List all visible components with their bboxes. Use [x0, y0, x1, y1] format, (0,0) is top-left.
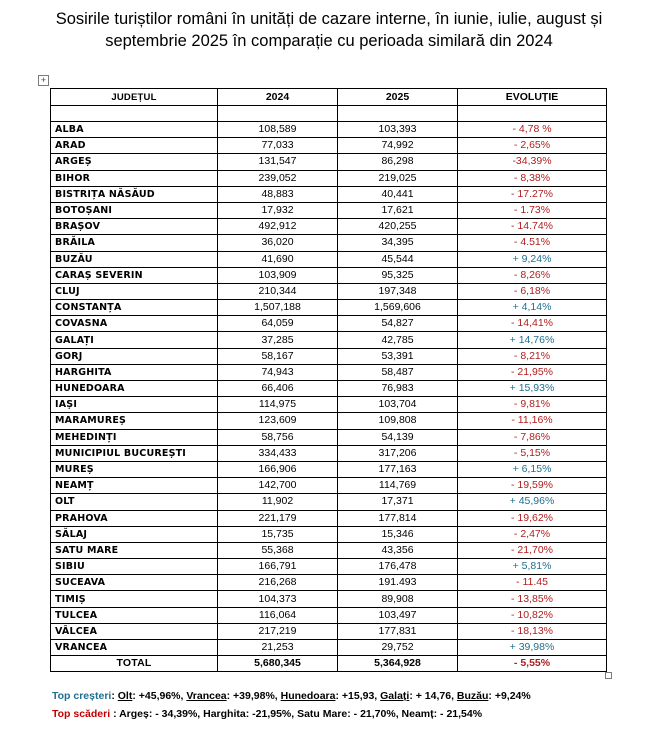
- table-row: [51, 640, 607, 656]
- evolution-cell: - 4.51%: [458, 235, 607, 251]
- header-judet: JUDEȚUL: [51, 89, 218, 106]
- value-2025-cell: 40,441: [338, 186, 458, 202]
- value-2024-cell: 103,909: [218, 267, 338, 283]
- value-2025-cell: 34,395: [338, 235, 458, 251]
- evolution-cell: - 18,13%: [458, 623, 607, 639]
- value-2024-cell: 104,373: [218, 591, 338, 607]
- county-name-cell: SĂLAJ: [51, 526, 218, 542]
- header-2024: 2024: [218, 89, 338, 106]
- evolution-cell: + 15,93%: [458, 381, 607, 397]
- county-name-cell: IAȘI: [51, 397, 218, 413]
- value-2024-cell: 1,507,188: [218, 300, 338, 316]
- value-2025-cell: 29,752: [338, 640, 458, 656]
- evolution-cell: - 19,62%: [458, 510, 607, 526]
- county-name-cell: BRAȘOV: [51, 219, 218, 235]
- table-row: [51, 170, 607, 186]
- value-2025-cell: 103,704: [338, 397, 458, 413]
- evolution-cell: - 7,86%: [458, 429, 607, 445]
- table-row: [51, 494, 607, 510]
- total-row: [51, 656, 607, 672]
- value-2025-cell: 58,487: [338, 364, 458, 380]
- blank-cell: [51, 106, 218, 122]
- evolution-cell: - 14.74%: [458, 219, 607, 235]
- evolution-cell: + 6,15%: [458, 461, 607, 477]
- value-2024-cell: 36,020: [218, 235, 338, 251]
- table-row: [51, 283, 607, 299]
- table-row: [51, 591, 607, 607]
- value-2025-cell: 17,621: [338, 202, 458, 218]
- value-2024-cell: 37,285: [218, 332, 338, 348]
- value-2024-cell: 77,033: [218, 138, 338, 154]
- county-name-cell: BIHOR: [51, 170, 218, 186]
- evolution-cell: + 39,98%: [458, 640, 607, 656]
- title-line-1: Sosirile turiștilor români în unități de cazare interne, în iunie, iulie, august și: [55, 10, 603, 28]
- value-2025-cell: 42,785: [338, 332, 458, 348]
- page-title: [0, 8, 658, 52]
- value-2025-cell: 45,544: [338, 251, 458, 267]
- evolution-cell: - 6,18%: [458, 283, 607, 299]
- evolution-cell: + 14,76%: [458, 332, 607, 348]
- value-2024-cell: 15,735: [218, 526, 338, 542]
- table-row: [51, 235, 607, 251]
- value-2025-cell: 176,478: [338, 559, 458, 575]
- value-2025-cell: 420,255: [338, 219, 458, 235]
- value-2025-cell: 177,831: [338, 623, 458, 639]
- evolution-cell: - 1.73%: [458, 202, 607, 218]
- value-2024-cell: 11,902: [218, 494, 338, 510]
- table-row: [51, 623, 607, 639]
- evolution-cell: + 5,81%: [458, 559, 607, 575]
- value-2025-cell: 177,814: [338, 510, 458, 526]
- table-row: [51, 186, 607, 202]
- table-row: [51, 607, 607, 623]
- value-2024-cell: 123,609: [218, 413, 338, 429]
- data-table: [50, 88, 607, 672]
- evolution-cell: - 4,78 %: [458, 122, 607, 138]
- evolution-cell: - 5,55%: [458, 656, 607, 672]
- county-name-cell: CONSTANȚA: [51, 300, 218, 316]
- value-2025-cell: 114,769: [338, 478, 458, 494]
- county-name-cell: CARAȘ SEVERIN: [51, 267, 218, 283]
- evolution-cell: - 9,81%: [458, 397, 607, 413]
- top-decreases: [52, 708, 482, 720]
- header-2025: 2025: [338, 89, 458, 106]
- value-2025-cell: 76,983: [338, 381, 458, 397]
- county-name-cell: TIMIȘ: [51, 591, 218, 607]
- value-2024-cell: 116,064: [218, 607, 338, 623]
- table-row: [51, 478, 607, 494]
- value-2025-cell: 5,364,928: [338, 656, 458, 672]
- county-name-cell: NEAMȚ: [51, 478, 218, 494]
- evolution-cell: - 14,41%: [458, 316, 607, 332]
- county-name-cell: CLUJ: [51, 283, 218, 299]
- county-name-cell: GORJ: [51, 348, 218, 364]
- value-2024-cell: 334,433: [218, 445, 338, 461]
- table-row: [51, 300, 607, 316]
- county-name-cell: COVASNA: [51, 316, 218, 332]
- top-increase-value: : +45,96%,: [132, 690, 187, 702]
- value-2025-cell: 86,298: [338, 154, 458, 170]
- table-row: [51, 348, 607, 364]
- county-name-cell: MEHEDINȚI: [51, 429, 218, 445]
- top-increase-value: : +15,93,: [335, 690, 381, 702]
- value-2024-cell: 5,680,345: [218, 656, 338, 672]
- county-name-cell: SATU MARE: [51, 542, 218, 558]
- table-row: [51, 316, 607, 332]
- evolution-cell: -34,39%: [458, 154, 607, 170]
- evolution-cell: + 45,96%: [458, 494, 607, 510]
- value-2025-cell: 1,569,606: [338, 300, 458, 316]
- value-2024-cell: 55,368: [218, 542, 338, 558]
- table-row: [51, 122, 607, 138]
- top-decreases-text: : Argeș: - 34,39%, Harghita: -21,95%, Satu Mare: - 21,70%, Neamț: - 21,54%: [110, 708, 483, 720]
- evolution-cell: - 8,38%: [458, 170, 607, 186]
- table-row: [51, 526, 607, 542]
- top-increase-county: Buzău: [456, 690, 489, 702]
- county-name-cell: HUNEDOARA: [51, 381, 218, 397]
- table-row: [51, 332, 607, 348]
- evolution-cell: - 10,82%: [458, 607, 607, 623]
- table-row: [51, 381, 607, 397]
- value-2025-cell: 17,371: [338, 494, 458, 510]
- value-2024-cell: 210,344: [218, 283, 338, 299]
- county-name-cell: PRAHOVA: [51, 510, 218, 526]
- county-name-cell: OLT: [51, 494, 218, 510]
- value-2024-cell: 114,975: [218, 397, 338, 413]
- county-name-cell: VRANCEA: [51, 640, 218, 656]
- evolution-cell: - 11,16%: [458, 413, 607, 429]
- evolution-cell: - 21,70%: [458, 542, 607, 558]
- value-2024-cell: 58,756: [218, 429, 338, 445]
- top-increases-label: Top creșteri: [52, 690, 112, 702]
- county-name-cell: BISTRIȚA NĂSĂUD: [51, 186, 218, 202]
- county-name-cell: TOTAL: [51, 656, 218, 672]
- evolution-cell: - 8,21%: [458, 348, 607, 364]
- value-2025-cell: 95,325: [338, 267, 458, 283]
- value-2025-cell: 317,206: [338, 445, 458, 461]
- value-2025-cell: 109,808: [338, 413, 458, 429]
- table-header-row: [51, 89, 607, 106]
- value-2024-cell: 166,906: [218, 461, 338, 477]
- evolution-cell: - 2,65%: [458, 138, 607, 154]
- evolution-cell: - 11.45: [458, 575, 607, 591]
- value-2024-cell: 41,690: [218, 251, 338, 267]
- evolution-cell: - 13,85%: [458, 591, 607, 607]
- value-2024-cell: 216,268: [218, 575, 338, 591]
- county-name-cell: BUZĂU: [51, 251, 218, 267]
- value-2024-cell: 21,253: [218, 640, 338, 656]
- title-line-2: septembrie 2025 în comparație cu perioada similară din 2024: [105, 32, 553, 50]
- county-name-cell: TULCEA: [51, 607, 218, 623]
- value-2024-cell: 492,912: [218, 219, 338, 235]
- resize-handle-icon[interactable]: [605, 672, 612, 679]
- evolution-cell: - 2,47%: [458, 526, 607, 542]
- value-2025-cell: 103,497: [338, 607, 458, 623]
- value-2024-cell: 17,932: [218, 202, 338, 218]
- table-row: [51, 429, 607, 445]
- value-2024-cell: 48,883: [218, 186, 338, 202]
- value-2025-cell: 191.493: [338, 575, 458, 591]
- table-row: [51, 559, 607, 575]
- table-row: [51, 542, 607, 558]
- blank-cell: [218, 106, 338, 122]
- table-row: [51, 397, 607, 413]
- county-name-cell: ARAD: [51, 138, 218, 154]
- county-name-cell: SIBIU: [51, 559, 218, 575]
- top-increase-county: Hunedoara: [280, 690, 336, 702]
- evolution-cell: - 5,15%: [458, 445, 607, 461]
- county-name-cell: BRĂILA: [51, 235, 218, 251]
- value-2024-cell: 58,167: [218, 348, 338, 364]
- value-2025-cell: 103,393: [338, 122, 458, 138]
- top-decreases-label: Top scăderi: [52, 708, 111, 720]
- county-name-cell: ARGEȘ: [51, 154, 218, 170]
- top-increase-county: Olt: [117, 690, 133, 702]
- county-name-cell: HARGHITA: [51, 364, 218, 380]
- top-increases: Top creșteri: Olt: +45,96%, Vrancea: +39,98%, Hunedoara: +15,93, Galați: + 14,76, Buzău: +9,24%: [52, 690, 531, 702]
- table-row: [51, 267, 607, 283]
- top-increase-value: : +9,24%: [488, 690, 531, 702]
- county-name-cell: MARAMUREȘ: [51, 413, 218, 429]
- evolution-cell: - 8,26%: [458, 267, 607, 283]
- value-2025-cell: 74,992: [338, 138, 458, 154]
- top-increases-items: [118, 690, 531, 702]
- table-row: [51, 575, 607, 591]
- move-handle-icon[interactable]: +: [38, 75, 49, 86]
- county-name-cell: VÂLCEA: [51, 623, 218, 639]
- table-row: [51, 138, 607, 154]
- county-name-cell: ALBA: [51, 122, 218, 138]
- blank-cell: [458, 106, 607, 122]
- value-2025-cell: 89,908: [338, 591, 458, 607]
- header-evolutie: EVOLUȚIE: [458, 89, 607, 106]
- value-2024-cell: 131,547: [218, 154, 338, 170]
- table-row: [51, 413, 607, 429]
- value-2024-cell: 66,406: [218, 381, 338, 397]
- county-name-cell: MUREȘ: [51, 461, 218, 477]
- table-row: [51, 202, 607, 218]
- evolution-cell: - 21,95%: [458, 364, 607, 380]
- value-2025-cell: 53,391: [338, 348, 458, 364]
- value-2025-cell: 219,025: [338, 170, 458, 186]
- value-2024-cell: 142,700: [218, 478, 338, 494]
- county-name-cell: BOTOȘANI: [51, 202, 218, 218]
- table-row: [51, 461, 607, 477]
- table-row: [51, 364, 607, 380]
- evolution-cell: - 19,59%: [458, 478, 607, 494]
- table-row: [51, 510, 607, 526]
- value-2025-cell: 177,163: [338, 461, 458, 477]
- value-2025-cell: 54,139: [338, 429, 458, 445]
- table-row: [51, 445, 607, 461]
- value-2024-cell: 239,052: [218, 170, 338, 186]
- top-increase-value: : +39,98%,: [226, 690, 281, 702]
- value-2024-cell: 108,589: [218, 122, 338, 138]
- value-2024-cell: 64,059: [218, 316, 338, 332]
- blank-cell: [338, 106, 458, 122]
- evolution-cell: - 17.27%: [458, 186, 607, 202]
- value-2024-cell: 217,219: [218, 623, 338, 639]
- top-increase-county: Galați: [380, 690, 410, 702]
- value-2024-cell: 221,179: [218, 510, 338, 526]
- table-row: [51, 154, 607, 170]
- blank-row: [51, 106, 607, 122]
- evolution-cell: + 9,24%: [458, 251, 607, 267]
- county-name-cell: GALAȚI: [51, 332, 218, 348]
- table-row: [51, 251, 607, 267]
- value-2024-cell: 166,791: [218, 559, 338, 575]
- county-name-cell: MUNICIPIUL BUCUREȘTI: [51, 445, 218, 461]
- value-2024-cell: 74,943: [218, 364, 338, 380]
- value-2025-cell: 54,827: [338, 316, 458, 332]
- value-2025-cell: 197,348: [338, 283, 458, 299]
- table-row: [51, 219, 607, 235]
- evolution-cell: + 4,14%: [458, 300, 607, 316]
- value-2025-cell: 15,346: [338, 526, 458, 542]
- top-increase-value: : + 14,76,: [409, 690, 457, 702]
- value-2025-cell: 43,356: [338, 542, 458, 558]
- county-name-cell: SUCEAVA: [51, 575, 218, 591]
- top-increase-county: Vrancea: [186, 690, 227, 702]
